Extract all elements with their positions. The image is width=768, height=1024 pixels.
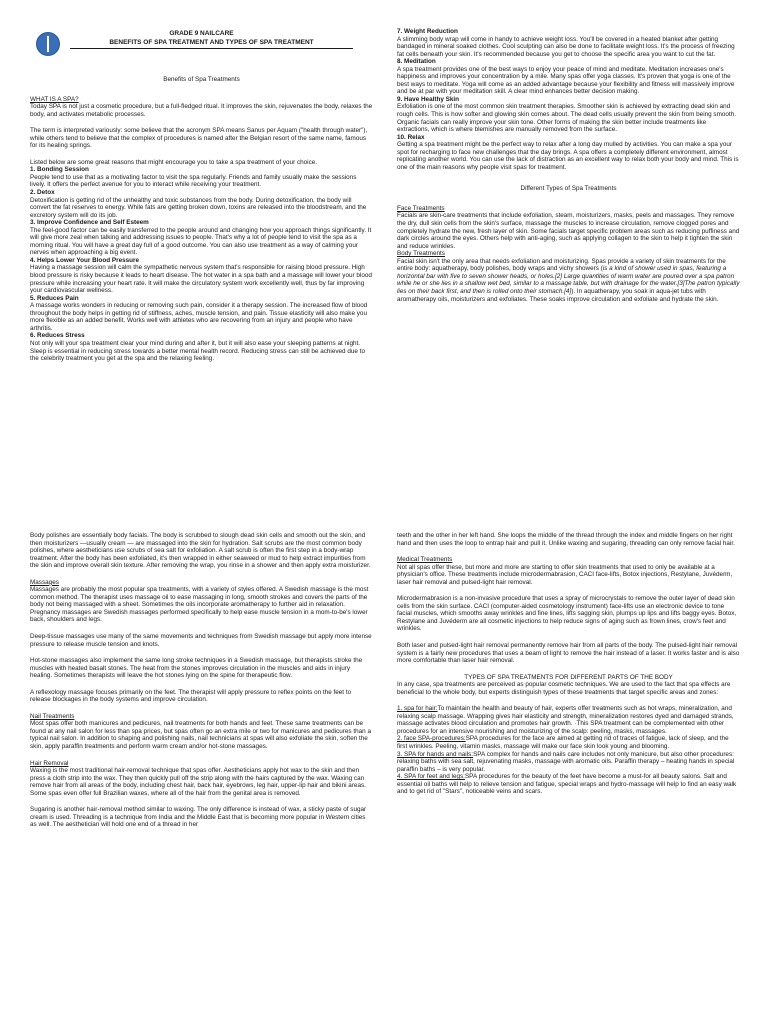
- page-1-right-column: [397, 28, 740, 303]
- face-treatments-heading: Face Treatments: [397, 204, 445, 212]
- benefit-5-heading: 5. Reduces Pain: [30, 294, 79, 302]
- massages-heading: Massages: [30, 578, 59, 586]
- massages-p4: A reflexology massage focuses primarily on the feet. The therapist will apply pressure to reflex points on the feet to release blockages in the body systems and improve circulation.: [30, 688, 352, 704]
- benefit-1-heading: 1. Bonding Session: [30, 166, 89, 174]
- what-is-spa-p2: The term is interpreted variously: some believe that the acronym SPA means Sanus per Aquam ("health through water"), while others tend to believe that the complex of procedures is named after the Belgian resort of the same name, famous for its healing springs.: [30, 127, 368, 150]
- benefit-3-text: The feel-good factor can be easily transferred to the people around and changing how you approach things significantly. It will give more zeal when talking and addressing issues to people. That's why a lot of people tend to visit the spa as a morning ritual. You will have a great day full of a good outcome. You can also use treatment as a way of calming your nerves when approaching a big event.: [30, 226, 372, 257]
- spa-hands-label: 3. SPA for hands and nails:: [397, 750, 474, 758]
- massages-p2: Deep-tissue massages use many of the same movements and techniques from Swedish massage but apply more intense pressure to release muscle tension and knots.: [30, 633, 372, 648]
- spa-hair-item: [397, 705, 740, 735]
- spa-feet-text: SPA procedures for the beauty of the feet have become a must-for all beauty salons. Salt and essential oil baths will help to relieve tension and fatigue, special wraps and hydro-massage will help to find an easy walk and to get rid of "Stars", noticeable veins and scars.: [397, 773, 737, 796]
- spa-hair-text: To maintain the health and beauty of hair, experts offer treatments such as hot wraps, mineralization, and relaxing scalp massage. Wrapping gives hair elasticity and strength, mineralization restores dyed and damaged strands, massage activates blood circulation and promotes hair growth. ·This SPA treatment can be complemented with other procedures for an intensive nourishing and moisturizing of the scalp: peeling, masks, massages.: [397, 705, 734, 735]
- medical-treatments-heading: Medical Treatments: [397, 556, 453, 564]
- page-2-right-column: [397, 532, 740, 796]
- spa-face-item: [397, 735, 740, 750]
- massages-p1: Massages are probably the most popular spa treatments, with a variety of styles offered. A Swedish massage is the most common method. The therapist uses massage oil to ease massaging in long, smooth strokes and covers the parts of the body not being massaged with a sheet. Sometimes the oils incorporate aromatherapy to further aid in relaxation. Pregnancy massages are Swedish massages performed specifically to help ease muscle tension in a mom-to-be's lower back, shoulders and legs.: [30, 586, 369, 624]
- hair-removal-heading: Hair Removal: [30, 759, 69, 767]
- nail-treatments-heading: Nail Treatments: [30, 712, 75, 720]
- hair-removal-p3: teeth and the other in her left hand. She loops the middle of the thread through the index and middle fingers on her right hand and then uses the loop to entrap hair and pull it. Unlike waxing and sugaring, threading can only remove facial hair.: [397, 532, 735, 547]
- benefit-7-heading: 7. Weight Reduction: [397, 28, 458, 35]
- benefit-6-heading: 6. Reduces Stress: [30, 332, 85, 340]
- vichy-shower-note: is a kind of shower used in spas, featuring a horizontal bar with five to seven shower heads, or holes.[2] Large quantities of warm water are poured over a spa patron while he or she lies in a shallow wet bed, similar to a massage table, but with drainage for the water.[3]The patron typically lies on their back first, and then is rolled onto their stomach.[4]: [397, 265, 740, 295]
- grade-label: GRADE 9 NAILCARE: [169, 30, 234, 37]
- benefit-9-heading: 9. Have Healthy Skin: [397, 95, 460, 103]
- page-break: [0, 505, 768, 526]
- body-polishes-text: Body polishes are essentially body facials. The body is scrubbed to slough dead skin cells and smooth out the skin, and then moisturizers —usually cream — are massaged into the skin for hydration. Salt scrubs are the most common body polishes, where aestheticians use scrubs of sea salt for exfoliation. A salt scrub is often the first step in a body-wrap treatment. After the body has been exfoliated, it's then wrapped in either seaweed or mud to help extract impurities from the skin and improve overall skin texture. After removing the wrap, you rinse in a shower and then apply extra moisturizer.: [30, 532, 371, 570]
- document-title: BENEFITS OF SPA TREATMENT AND TYPES OF SPA TREATMENT: [109, 39, 314, 46]
- face-treatments-text: Facials are skin-care treatments that include exfoliation, steam, moisturizers, masks, peels and massages. They remove the dry, dull skin cells from the skin's surface, massage the muscles to increase circulation, remove clogged pores and completely hydrate the new, fresh layer of skin. Some facials target specific problem areas such as reducing puffiness and dark circles around the eyes. Others help with anti-aging, such as applying collagen to the skin to help it tighten the skin and reduce wrinkles.: [397, 212, 740, 250]
- what-is-spa-heading: WHAT IS A SPA?: [30, 95, 79, 103]
- spa-hair-label: 1. spa for hair:: [397, 705, 438, 713]
- benefit-3-heading: 3. Improve Confidence and Self Esteem: [30, 219, 149, 227]
- benefit-10-text: Getting a spa treatment might be the perfect way to relax after a long day mulled by activities. You can make a spa your spot for recharging to face new challenges that the day brings. A spa offers a completely different environment, almost replicating another world. You can use the lack of distraction as an excellent way to relax both your body and mind. This is one of the main reasons why people visit spas for treatment.: [397, 141, 739, 171]
- spa-face-label: 2. face SPA-procedures:: [397, 735, 466, 743]
- spa-hands-item: [397, 751, 740, 774]
- body-treatments-heading: Body Treatments: [397, 250, 445, 258]
- document-header: [30, 28, 373, 70]
- massages-p3: Hot-stone massages also implement the same long stroke techniques in a Swedish massage, but therapists stroke the muscles with heated basalt stones. The heat from the stones improves circulation in the muscles and aids in injury healing. Sometimes therapists will leave the hot stones lying on the spine for therapeutic flow.: [30, 657, 363, 680]
- medical-treatments-p1: Not all spas offer these, but more and more are starting to offer skin treatments that used to only be available at a physician's office. These treatments include microdermabrasion, CACI face-lifts, Botox injections, Restylane, Juvéderm, laser hair removal and pulsed-light hair removal.: [397, 563, 733, 586]
- medical-treatments-p3: Both laser and pulsed-light hair removal permanently remove hair from all parts of the body. The pulsed-light hair removal system is a fairly new procedures that uses a beam of light to remove the hair instead of a laser. It works faster and is also more comfortable than laser hair removal.: [397, 642, 740, 665]
- benefit-2-text: Detoxification is getting rid of the unhealthy and toxic substances from the body. During detoxification, the body will convert the fat reserves to energy. While fats are getting broken down, toxins are released into the bloodstream, and the excretory system will do its job.: [30, 196, 367, 219]
- page-1-left-column: [30, 28, 373, 363]
- benefit-6-text: Not only will your spa treatment clear your mind during and after it, but it will also ease your sleeping patterns at night. Sleep is essential in reducing stress towards a better mental health record. Reducing stress can still be achieved due to the celebrity treatment you get at the spa and the relaxing feeling.: [30, 339, 365, 363]
- types-for-parts-intro: In any case, spa treatments are perceived as popular cosmetic techniques. We are used to the fact that spa effects are beneficial to the whole body, but experts distinguish types of these treatments that target specific areas and zones:: [397, 681, 731, 696]
- types-heading: Different Types of Spa Treatments: [520, 185, 617, 193]
- hair-removal-p1: Waxing is the most traditional hair-removal technique that spas offer. Aestheticians apply hot wax to the skin and then press a cloth strip into the wax. They then quickly pull off the strip along with the hairs captured by the wax. Waxing can remove hair from all areas of the body, including chest hair, back hair, eyebrows, leg hair, upper-lip hair and bikini areas. Some spas even offer full Brazilian waxes, where all of the hair from the genital area is removed.: [30, 767, 366, 797]
- types-for-parts-heading: TYPES OF SPA TREATMENTS FOR DIFFERENT PARTS OF THE BODY: [464, 673, 673, 681]
- spa-feet-label: 4. SPA for feet and legs:: [397, 773, 465, 781]
- benefit-10-heading: 10. Relax: [397, 133, 425, 141]
- body-treatments-text-b: ). In aquatherapy, you soak in aqua-jet tubs with aromatherapy oils, moisturizers and exfoliates. These soaks improve circulation and exfoliate and hydrate the skin.: [397, 287, 719, 303]
- title-divider: [70, 48, 353, 49]
- benefit-9-text: Exfoliation is one of the most common skin treatment therapies. Smoother skin is achieved by extracting dead skin and rough cells. This is how softer and glowing skin comes about. The dead cells usually prevent the skin from being smooth. Organic facials can really improve your skin tone. Other forms of making the skin better include treatments like extractions, which is where blemishes are manually removed from the surface.: [397, 103, 736, 134]
- body-treatments-text: [397, 258, 740, 303]
- what-is-spa-p1: Today SPA is not just a cosmetic procedure, but a full-fledged ritual. It improves the skin, rejuvenates the body, relaxes the body, and activates metabolic processes.: [30, 103, 373, 118]
- what-is-spa-p3: Listed below are some great reasons that might encourage you to take a spa treatment of your choice.: [30, 158, 318, 166]
- benefit-5-text: A massage works wonders in reducing or removing such pain, consider it a therapy session. The increased flow of blood throughout the body helps in getting rid of stiffness, aches, muscle tension, and pain. Tissue elasticity will also make you more flexible as an added benefit. Works well with athletes who are recovering from an injury and people who have arthritis.: [30, 302, 368, 332]
- spa-feet-item: [397, 773, 740, 796]
- benefit-7-text: A slimming body wrap will come in handy to achieve weight loss. You'll be covered in a heated blanket after getting bandaged in mineral soaked clothes. Cool sculpting can also be done to facilitate weight loss. It's the process of freezing fat cells beneath your skin. It's recommended because you get to choose the specific area you want to cut the fat.: [397, 35, 735, 58]
- spa-face-text: SPA procedures for the face are aimed at getting rid of traces of fatigue, lack of sleep, and the first wrinkles. Peeling, vitamin masks, massage will make our face skin look young and blooming.: [397, 735, 729, 751]
- page-2-left-column: [30, 532, 373, 831]
- benefit-2-heading: 2. Detox: [30, 189, 55, 197]
- spa-hands-text: SPA complex for hands and nails care includes not only manicure, but also other procedures: relaxing baths with sea salt, rejuvenating masks, massage with aromatic oils. Paraffin therapy – heating hands in special paraffin baths – is very popular.: [397, 750, 735, 773]
- medical-treatments-p2: Microdermabrasion is a non-invasive procedure that uses a spray of microcrystals to remove the outer layer of dead skin cells from the skin surface. CACI (computer-aided cosmetology instrument) face-lifts use an electronic device to tone facial muscles, which smooths away wrinkles and fine lines, lifts sagging skin, plumps up lips and lifts baggy eyes. Botox, Restylane and Juvéderm are all cosmetic injections to help reduce signs of aging such as frown lines, crow's feet and wrinkles.: [397, 595, 737, 633]
- page-2: [0, 526, 768, 1024]
- benefit-4-text: Having a massage session will calm the sympathetic nervous system that's responsible for raising blood pressure. High blood pressure is risky because it leads to heart disease. The hot water in a spa bath and a massage will lower your blood pressure while increasing your heart rate. It will make the circulatory system work excellently well, thus by far improving your cardiovascular wellness.: [30, 264, 372, 295]
- benefit-8-text: A spa treatment provides one of the best ways to enjoy your peace of mind and meditate. Meditation increases one's happiness and improves your concentration by a mile. Many spas offer yoga classes. It's proven that yoga is one of the best ways to meditate. Yoga will come as an added advantage because your flexibility and fitness will massively improve and be at par with your meditation skill. A clear mind enhances better decision making.: [397, 65, 735, 96]
- page-1: [0, 0, 768, 505]
- benefit-4-heading: 4. Helps Lower Your Blood Pressure: [30, 256, 140, 264]
- benefit-1-text: People tend to use that as a motivating factor to visit the spa regularly. Friends and family usually make the sessions lively. It offers the perfect avenue for you to interact while receiving your treatment.: [30, 173, 357, 189]
- body-treatments-text-a: Facial skin isn't the only area that needs exfoliation and moisturizing. Spas provide a variety of skin treatments for the entire body: aquatherapy, body polishes, body wraps and vichy showers (: [397, 257, 726, 273]
- hair-removal-p2: Sugaring is another hair-removal method similar to waxing. The only difference is instead of wax, a sticky paste of sugar cream is used. Threading is a technique from India and the Middle East that is becoming more popular in Western cities as well. The aesthetician will hold one end of a thread in her: [30, 806, 367, 829]
- nail-treatments-text: Most spas offer both manicures and pedicures, nail treatments for both hands and feet. These same treatments can be found at any nail salon for less than spa prices, but spas often go an extra mile or two for manicures and pedicures than a typical nail salon. In addition to shaping and polishing nails, nail technicians at spas will also exfoliate the skin, soften the skin, apply paraffin treatments and perform warm cream and/or hot-stone massages.: [30, 720, 371, 751]
- benefit-8-heading: 8. Meditation: [397, 58, 436, 66]
- benefits-heading: Benefits of Spa Treatments: [163, 76, 240, 83]
